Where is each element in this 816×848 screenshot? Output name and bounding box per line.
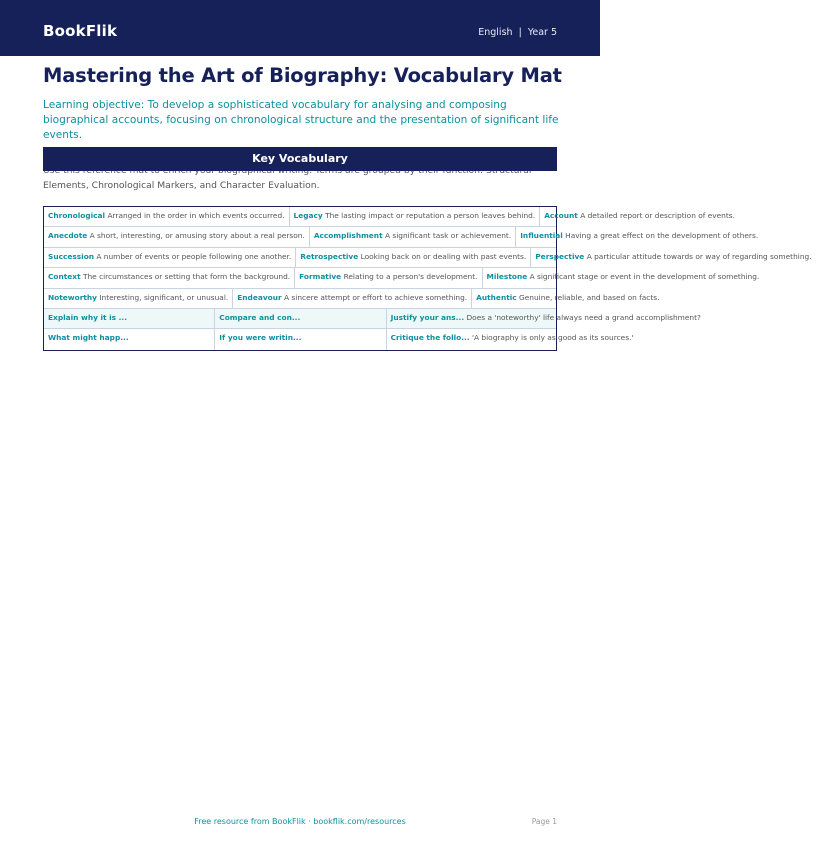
prompt-cell: [215, 329, 386, 349]
prompt-detail: 'A biography is only as good as its sources.': [472, 333, 634, 343]
prompt-cell: [387, 309, 705, 328]
vocab-row: [44, 227, 759, 247]
vocab-cell: [233, 289, 472, 308]
vocab-definition: A short, interesting, or amusing story about a real person.: [89, 231, 305, 241]
prompt-row: [44, 329, 634, 349]
prompt-cell: [44, 329, 215, 349]
prompt-text: What might happ...: [48, 333, 129, 343]
prompt-detail: Does a 'noteworthy' life always need a grand accomplishment?: [466, 312, 701, 322]
vocab-definition: A particular attitude towards or way of regarding something.: [586, 251, 812, 261]
vocab-definition: Looking back on or dealing with past events.: [360, 251, 527, 261]
vocab-definition: The circumstances or setting that form the background.: [82, 272, 291, 282]
vocab-term: Formative: [299, 272, 342, 282]
vocab-cell: [472, 289, 663, 308]
page-number: Page 1: [531, 817, 557, 826]
vocab-cell: [290, 207, 541, 226]
vocab-cell: [44, 248, 296, 267]
vocab-cell: [540, 207, 739, 226]
vocab-term: Anecdote: [48, 231, 88, 241]
vocab-definition: A detailed report or description of events.: [580, 211, 735, 220]
vocab-definition: Arranged in the order in which events occurred.: [107, 211, 285, 220]
prompt-text: Explain why it is ...: [48, 312, 128, 322]
vocab-term: Influential: [520, 231, 563, 241]
vocab-definition: Relating to a person's development.: [343, 272, 478, 282]
prompt-text: If you were writin...: [219, 333, 302, 343]
vocab-row: [44, 268, 760, 288]
page-header: [0, 0, 600, 56]
vocab-definition: Genuine, reliable, and based on facts.: [519, 292, 660, 302]
vocab-term: Authentic: [476, 292, 517, 302]
vocab-row: [44, 207, 735, 227]
vocab-heading: Key Vocabulary: [252, 152, 348, 165]
vocabulary-grid: [43, 206, 812, 351]
vocab-cell: [296, 248, 531, 267]
vocab-term: Legacy: [293, 211, 323, 220]
vocab-term: Context: [48, 272, 81, 282]
brand-logo[interactable]: BookFlik: [43, 22, 118, 40]
prompt-row: [44, 309, 701, 329]
footer-link[interactable]: Free resource from BookFlik · bookflik.com/resources: [194, 817, 406, 826]
vocab-term: Succession: [48, 251, 95, 261]
vocab-cell: [44, 289, 233, 308]
vocab-definition: A significant task or achievement.: [384, 231, 512, 241]
vocab-cell: [44, 207, 290, 226]
vocab-term: Chronological: [48, 211, 106, 220]
vocab-term: Endeavour: [237, 292, 282, 302]
vocab-definition: Interesting, significant, or unusual.: [99, 292, 229, 302]
learning-objective: Learning objective: To develop a sophisticated vocabulary for analysing and composing biographical accounts, focusing on chronological structure and the presentation of significant life events.: [43, 99, 559, 141]
vocab-row: [44, 289, 660, 309]
vocab-row: [44, 248, 812, 268]
vocab-cell: [295, 268, 482, 287]
subject-year: English | Year 5: [478, 27, 557, 38]
prompt-cell: [44, 309, 215, 328]
vocab-cell: [44, 227, 310, 246]
vocab-cell: [44, 268, 295, 287]
vocab-term: Milestone: [486, 272, 528, 282]
vocab-definition: The lasting impact or reputation a person leaves behind.: [325, 211, 536, 220]
vocab-intro-text: Elements, Chronological Markers, and Character Evaluation.: [43, 179, 320, 191]
vocab-cell: [483, 268, 764, 287]
vocab-cell: [310, 227, 516, 246]
vocab-definition: A number of events or people following one another.: [96, 251, 292, 261]
prompt-cell: [215, 309, 386, 328]
vocab-term: Perspective: [535, 251, 585, 261]
vocab-definition: Having a great effect on the development of others.: [565, 231, 759, 241]
page-title: Mastering the Art of Biography: Vocabulary Mat: [43, 64, 562, 87]
vocab-heading-bar: [43, 147, 557, 171]
vocab-definition: A sincere attempt or effort to achieve something.: [284, 292, 468, 302]
vocab-term: Account: [544, 211, 578, 220]
prompt-text: Critique the follo...: [390, 333, 470, 343]
vocab-cell: [516, 227, 762, 246]
vocab-definition: A significant stage or event in the development of something.: [529, 272, 760, 282]
prompt-cell: [387, 329, 638, 349]
vocab-intro: [43, 171, 557, 191]
vocab-term: Accomplishment: [313, 231, 383, 241]
vocab-term: Retrospective: [300, 251, 359, 261]
vocab-cell: [531, 248, 815, 267]
vocab-term: Noteworthy: [48, 292, 97, 302]
prompt-text: Compare and con...: [219, 312, 301, 322]
prompt-text: Justify your ans...: [390, 312, 465, 322]
